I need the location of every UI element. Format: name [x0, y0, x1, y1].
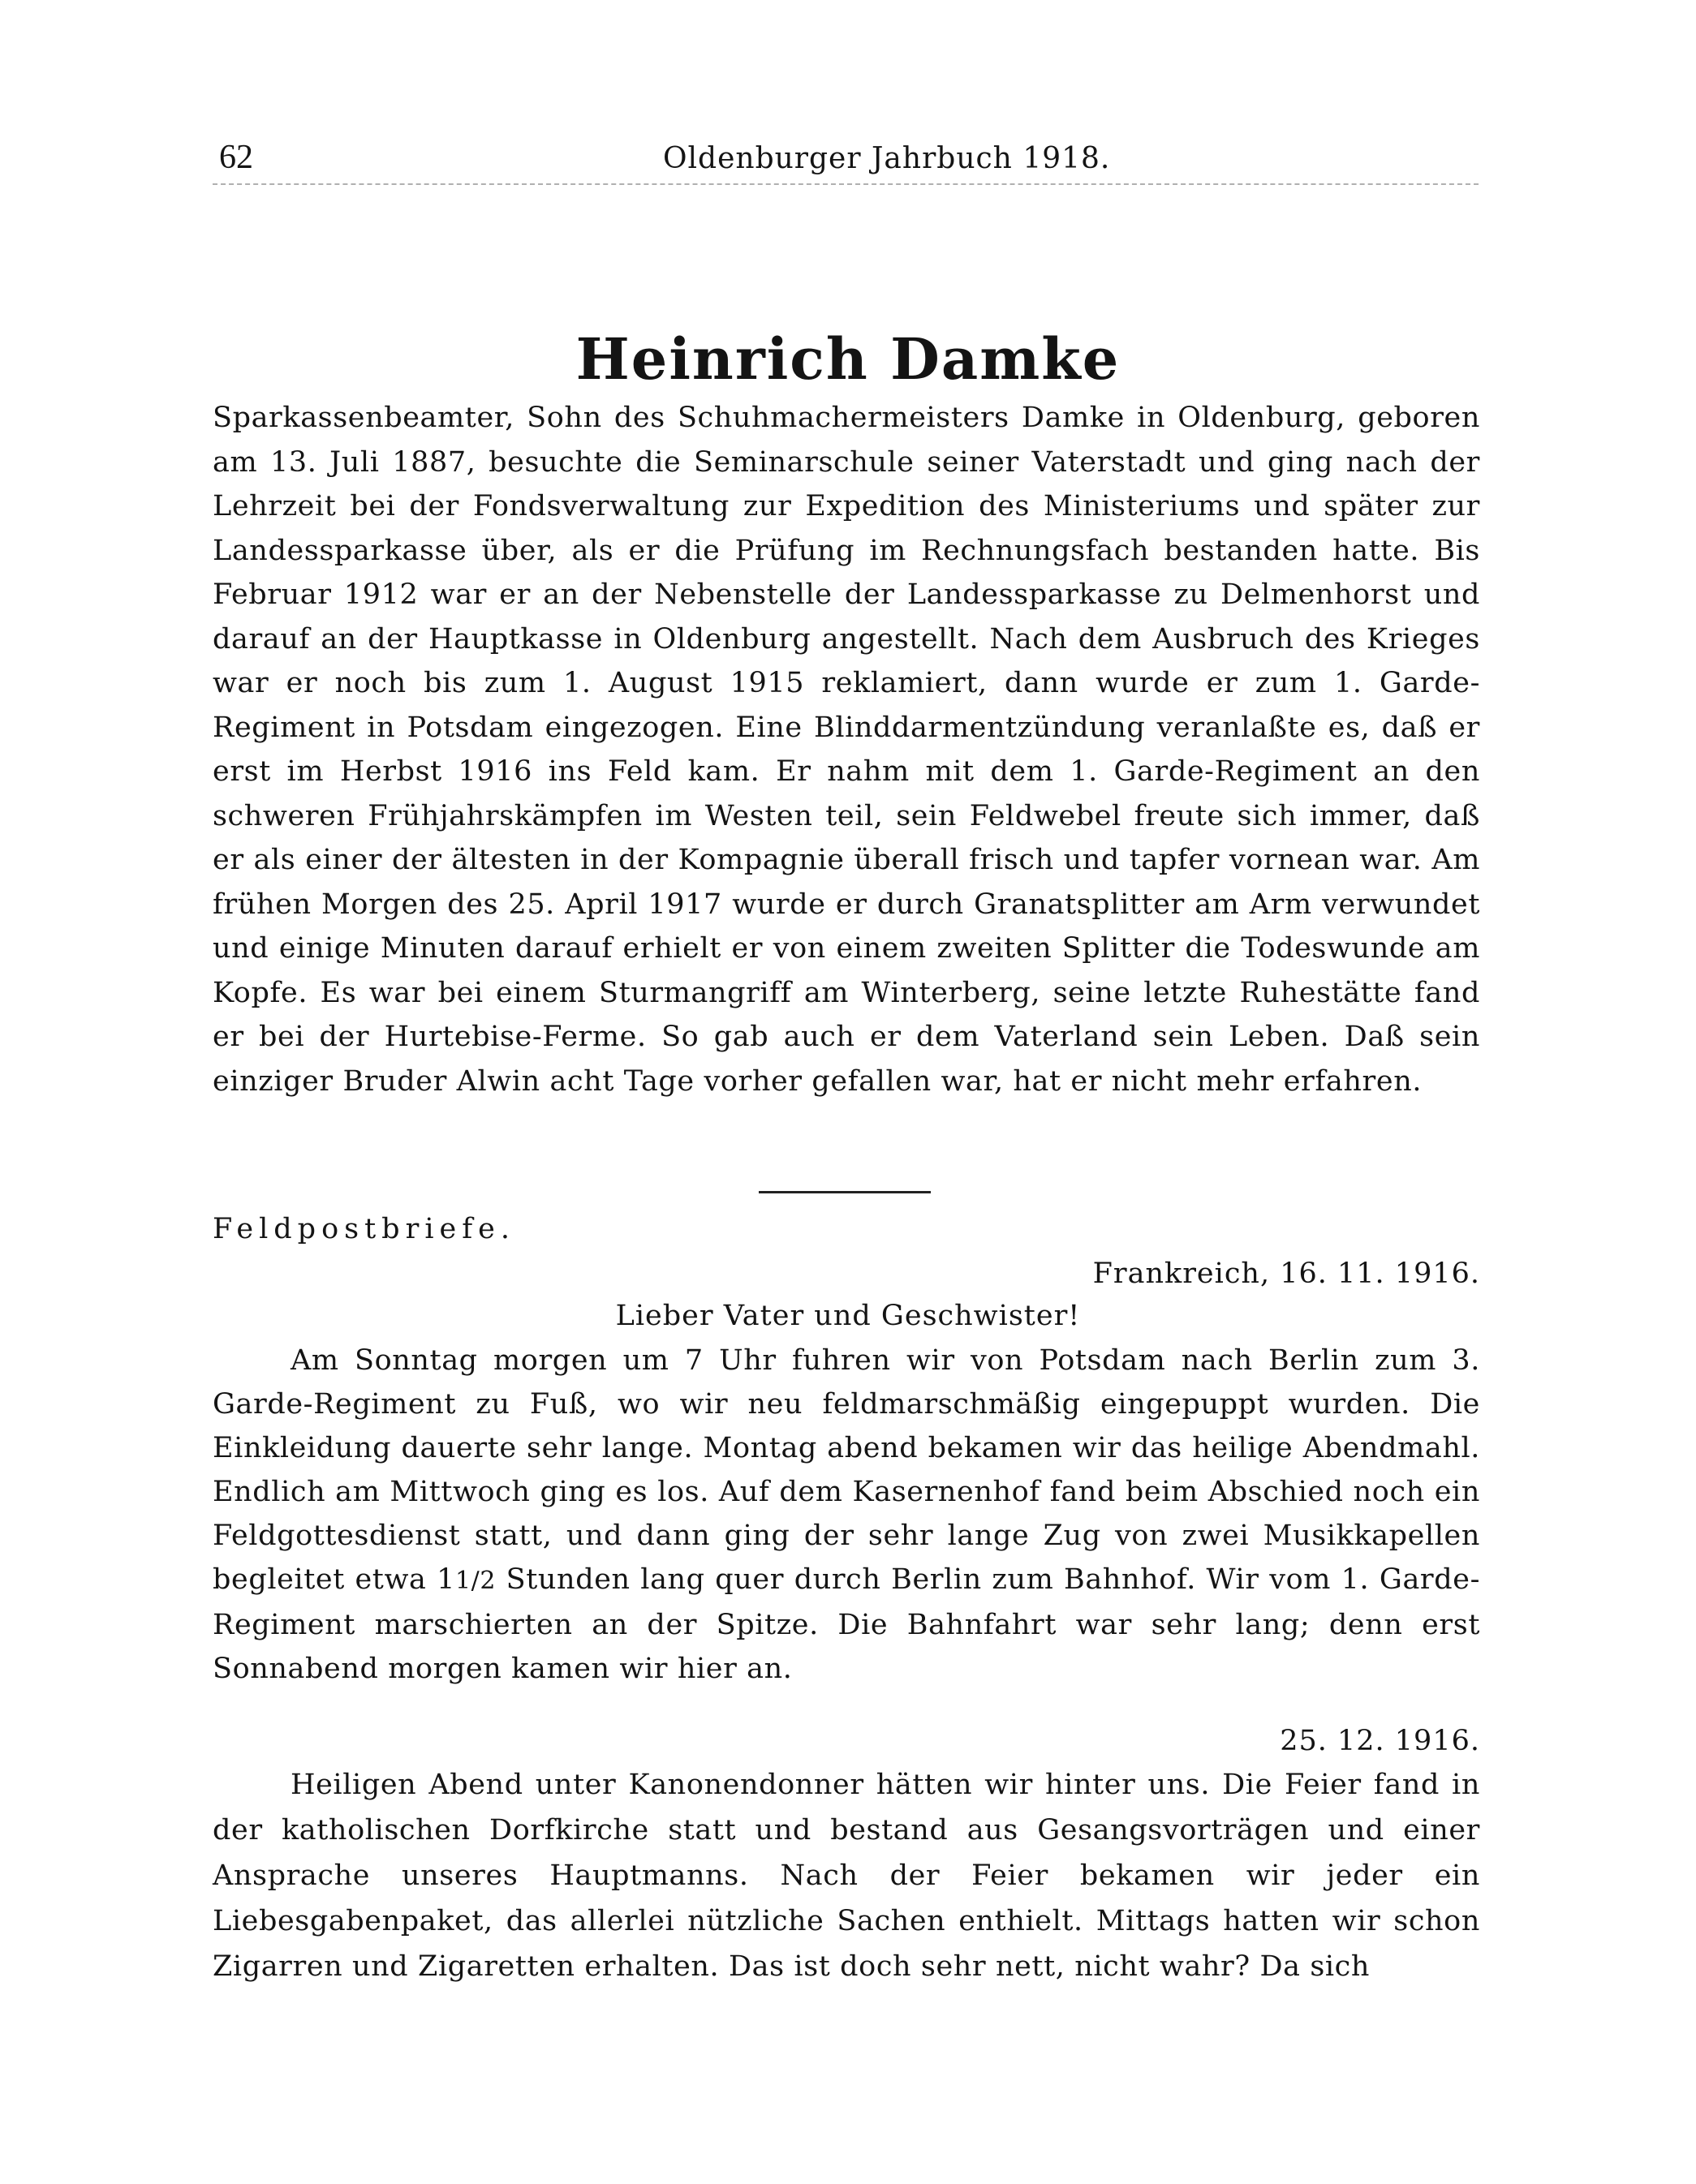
- section-divider: [759, 1191, 931, 1193]
- fraction-one-half: 1/2: [454, 1567, 497, 1595]
- letter-1-text-end: Stunden lang quer durch Berlin zum Bahnhof. Wir vom 1. Garde-Regiment marschierten an der Spitze. Die Bahnfahrt war sehr lang; denn erst Sonnabend morgen kamen wir hier an.: [213, 1563, 1480, 1685]
- running-head: [213, 136, 1479, 178]
- journal-title: Oldenburger Jahrbuch 1918.: [663, 142, 1111, 175]
- letter-1-text-start: Am Sonntag morgen um 7 Uhr fuhren wir von Potsdam nach Berlin zum 3. Garde-Regiment zu Fuß, wo wir neu feldmarschmäßig eingepuppt wurden. Die Einkleidung dauerte sehr lange. Montag abend bekamen wir das heilige Abendmahl. Endlich am Mittwoch ging es los. Auf dem Kasernenhof fand beim Abschied noch ein Feldgottesdienst statt, und dann ging der sehr lange Zug von zwei Musikkapellen begleitet etwa 1: [213, 1344, 1480, 1596]
- section-heading: Feldpostbriefe.: [213, 1213, 516, 1245]
- article-title: Heinrich Damke: [575, 325, 1121, 393]
- page-number: 62: [219, 139, 253, 176]
- letter-1-salutation: Lieber Vater und Geschwister!: [615, 1300, 1081, 1332]
- letter-1-dateline: Frankreich, 16. 11. 1916.: [1092, 1258, 1480, 1290]
- letter-2-dateline: 25. 12. 1916.: [1280, 1725, 1480, 1757]
- letter-2-text: Heiligen Abend unter Kanonendonner hätten wir hinter uns. Die Feier fand in der katholischen Dorfkirche statt und bestand aus Gesangsvorträgen und einer Ansprache unseres Hauptmanns. Nach der Feier bekamen wir jeder ein Liebesgabenpaket, das allerlei nützliche Sachen enthielt. Mittags hatten wir schon Zigarren und Zigaretten erhalten. Das ist doch sehr nett, nicht wahr? Da sich: [213, 1769, 1480, 1983]
- letter-2-body: [213, 1762, 1480, 1989]
- biography-text: Sparkassenbeamter, Sohn des Schuhmachermeisters Damke in Oldenburg, geboren am 13. Juli 1887, besuchte die Seminarschule seiner Vaterstadt und ging nach der Lehrzeit bei der Fondsverwaltung zur Expedition des Ministeriums und später zur Landessparkasse über, als er die Prüfung im Rechnungsfach bestanden hatte. Bis Februar 1912 war er an der Nebenstelle der Landessparkasse zu Delmenhorst und darauf an der Hauptkasse in Oldenburg angestellt. Nach dem Ausbruch des Krieges war er noch bis zum 1. August 1915 reklamiert, dann wurde er zum 1. Garde-Regiment in Potsdam eingezogen. Eine Blinddarmentzündung veranlaßte es, daß er erst im Herbst 1916 ins Feld kam. Er nahm mit dem 1. Garde-Regiment an den schweren Frühjahrskämpfen im Westen teil, sein Feldwebel freute sich immer, daß er als einer der ältesten in der Kompagnie überall frisch und tapfer vornean war. Am frühen Morgen des 25. April 1917 wurde er durch Granatsplitter am Arm verwundet und einige Minuten darauf erhielt er von einem zweiten Splitter die Todeswunde am Kopfe. Es war bei einem Sturmangriff am Winterberg, seine letzte Ruhestätte fand er bei der Hurtebise-Ferme. So gab auch er dem Vaterland sein Leben. Daß sein einziger Bruder Alwin acht Tage vorher gefallen war, hat er nicht mehr erfahren.: [213, 402, 1480, 1098]
- letter-1-text: [213, 1339, 1480, 1691]
- biography-paragraph: [213, 396, 1480, 1103]
- header-rule: [213, 183, 1479, 185]
- letter-1-body: [213, 1339, 1480, 1691]
